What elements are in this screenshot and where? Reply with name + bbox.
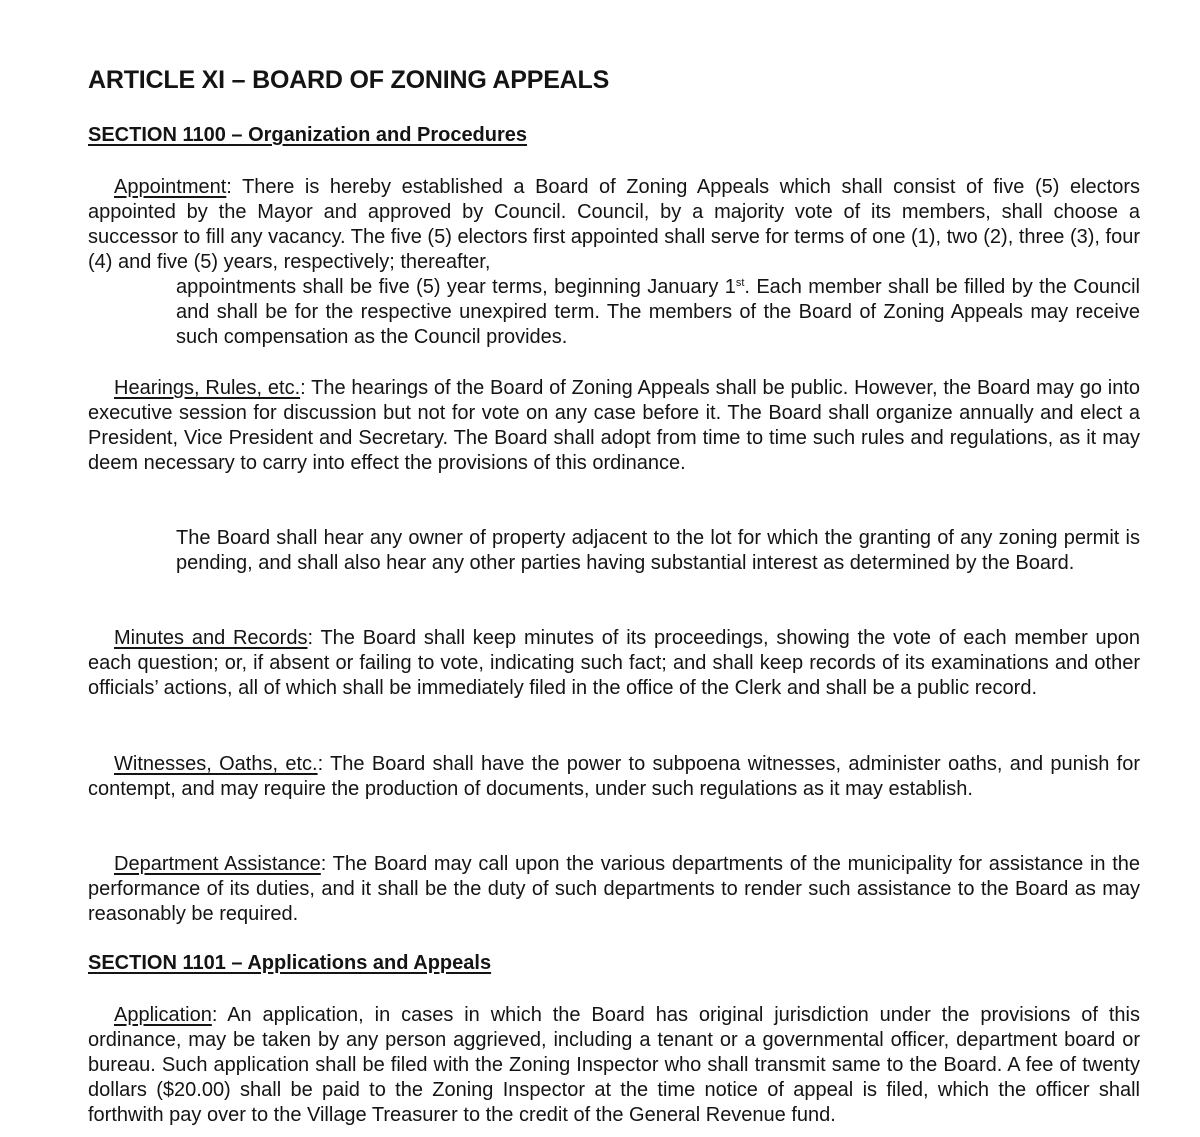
term-minutes: Minutes and Records [114, 627, 308, 649]
paragraph-appointment-continued [176, 275, 1140, 350]
application-text: : An application, in cases in which the Board has original jurisdiction under the provisions of this ordinance, may be taken by any person aggrieved, including a tenant or a governmental officer, department board or bureau. Such application shall be filed with the Zoning Inspector who shall transmit same to the Board. A fee of twenty dollars ($20.00) shall be paid to the Zoning Inspector at the time notice of appeal is filed, which the officer shall forthwith pay over to the Village Treasurer to the credit of the General Revenue fund. [88, 1004, 1140, 1126]
term-department: Department Assistance [114, 853, 321, 875]
term-witnesses: Witnesses, Oaths, etc. [114, 753, 318, 775]
paragraph-minutes [88, 626, 1140, 701]
appointment-text: : There is hereby established a Board of Zoning Appeals which shall consist of five (5) electors appointed by the Mayor and approved by Council. Council, by a majority vote of its members, shall choose a successor to fill any vacancy. The five (5) electors first appointed shall serve for terms of one (1), two (2), three (3), four (4) and five (5) years, respectively; thereafter, [88, 176, 1140, 273]
term-appointment: Appointment [114, 176, 227, 198]
paragraph-department [88, 852, 1140, 927]
appointment-continued-b: . Each member shall be filled by the Council and shall be for the respective unexpired term. The members of the Board of Zoning Appeals may receive such compensation as the Council provides. [176, 276, 1140, 348]
paragraph-hear-owner: The Board shall hear any owner of property adjacent to the lot for which the granting of any zoning permit is pending, and shall also hear any other parties having substantial interest as determined by the Board. [176, 527, 1140, 574]
section-1101-heading: SECTION 1101 – Applications and Appeals [88, 952, 492, 974]
witnesses-text: : The Board shall have the power to subpoena witnesses, administer oaths, and punish for contempt, and may require the production of documents, under such regulations as it may establish. [88, 753, 1140, 800]
article-title: ARTICLE XI – BOARD OF ZONING APPEALS [88, 66, 610, 94]
paragraph-hearings [88, 376, 1140, 476]
term-application: Application [114, 1004, 212, 1026]
hearings-text: : The hearings of the Board of Zoning Appeals shall be public. However, the Board may go into executive session for discussion but not for vote on any case before it. The Board shall organize annually and elect a President, Vice President and Secretary. The Board shall adopt from time to time such rules and regulations, as it may deem necessary to carry into effect the provisions of this ordinance. [88, 377, 1140, 474]
term-hearings: Hearings, Rules, etc. [114, 377, 301, 399]
section-1100-heading: SECTION 1100 – Organization and Procedures [88, 124, 528, 146]
ordinal-suffix: st [735, 277, 745, 289]
appointment-continued-a: appointments shall be five (5) year terms, beginning January 1 [176, 276, 736, 298]
paragraph-appointment [88, 175, 1140, 275]
paragraph-witnesses [88, 752, 1140, 802]
minutes-text: : The Board shall keep minutes of its proceedings, showing the vote of each member upon each question; or, if absent or failing to vote, indicating such fact; and shall keep records of its examinations and other officials’ actions, all of which shall be immediately filed in the office of the Clerk and shall be a public record. [88, 627, 1141, 699]
department-text: : The Board may call upon the various departments of the municipality for assistance in the performance of its duties, and it shall be the duty of such departments to render such assistance to the Board as may reasonably be required. [88, 853, 1141, 925]
paragraph-application [88, 1003, 1140, 1128]
